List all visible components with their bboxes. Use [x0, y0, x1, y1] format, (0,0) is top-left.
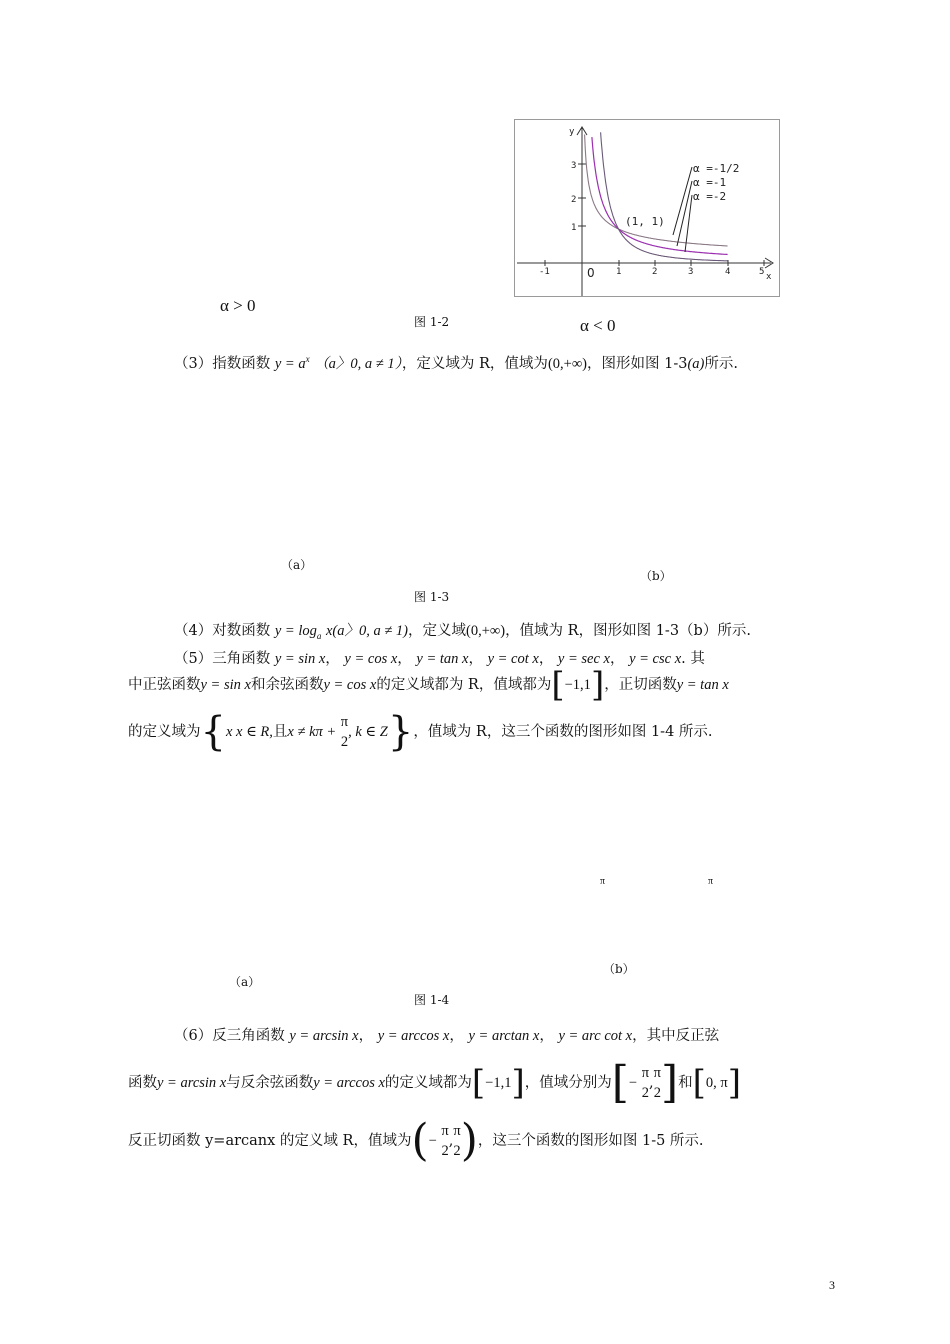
- fig-1-4-pi-label: π: [708, 876, 714, 887]
- figure-caption: 图 1-2: [414, 315, 450, 329]
- origin-label: 0: [587, 266, 595, 280]
- figure-caption: 图 1-3: [414, 590, 450, 604]
- fig-1-3-label-a: （a）: [281, 558, 313, 572]
- y-axis-label: y: [569, 127, 575, 137]
- page-number: 3: [829, 1278, 835, 1292]
- paragraph-5-line-1: （5）三角函数 y = sin x， y = cos x， y = tan x， y = cot x， y = sec x， y = csc x. 其: [174, 651, 705, 667]
- x-tick: 2: [652, 267, 658, 277]
- paragraph-4: （4）对数函数 $y = \log_a x(a$〉0, a ≠ 1)，定义域(0,+∞)，值域为 R，图形如图 1-3（b）所示.: [174, 623, 751, 641]
- x-tick: 5: [759, 267, 765, 277]
- point-label: (1, 1): [625, 215, 665, 228]
- paragraph-6-line-2: 函数y = arcsin x与反余弦函数y = arccos x的定义域都为[−1,1]，值域分别为[− π 2 , π 2 ]和[0, π]: [128, 1057, 742, 1108]
- paragraph-6-line-1: （6）反三角函数 y = arcsin x， y = arccos x， y = arctan x， y = arc cot x，其中反正弦: [174, 1028, 720, 1044]
- fig-1-4-pi-label: π: [600, 876, 606, 887]
- paragraph-3: （3）指数函数 $y = a^x$ （a〉0, a ≠ 1），定义域为 R，值域为(0,+∞)，图形如图 1-3(a)所示.: [174, 354, 738, 372]
- figure-caption: 图 1-4: [414, 993, 450, 1007]
- fig-1-3-label-b: （b）: [640, 569, 672, 583]
- y-tick: 1: [571, 223, 577, 233]
- paragraph-5-line-3: 的定义域为{x x ∈ R,且x ≠ kπ + π 2 , k ∈ Z}，值域为 R，这三个函数的图形如图 1-4 所示.: [128, 709, 713, 755]
- legend-alpha-minus-half: α =-1/2: [693, 162, 740, 175]
- x-tick: 3: [688, 267, 694, 277]
- x-tick: 1: [616, 267, 622, 277]
- paragraph-6-line-3: 反正切函数 y=arcanx 的定义域 R，值域为(− π 2 , π 2 )，这三个函数的图形如图 1-5 所示.: [128, 1115, 704, 1166]
- y-tick: 2: [571, 195, 577, 205]
- fig-1-2-right-label: α < 0: [580, 316, 616, 335]
- x-tick: 4: [725, 267, 731, 277]
- figure-1-2-plot: [514, 119, 780, 297]
- x-axis-label: x: [766, 272, 772, 282]
- y-tick: 3: [571, 161, 577, 171]
- legend-alpha-minus-two: α =-2: [693, 190, 727, 203]
- fig-1-4-label-a: （a）: [229, 975, 261, 989]
- x-tick: -1: [539, 267, 550, 277]
- fig-1-4-label-b: （b）: [603, 962, 635, 976]
- fig-1-2-left-label: α > 0: [220, 296, 256, 315]
- leader-line: [673, 167, 692, 235]
- legend-alpha-minus-one: α =-1: [693, 176, 727, 189]
- paragraph-5-line-2: 中正弦函数y = sin x和余弦函数y = cos x的定义域都为 R，值域都为[−1,1]，正切函数y = tan x: [128, 665, 729, 705]
